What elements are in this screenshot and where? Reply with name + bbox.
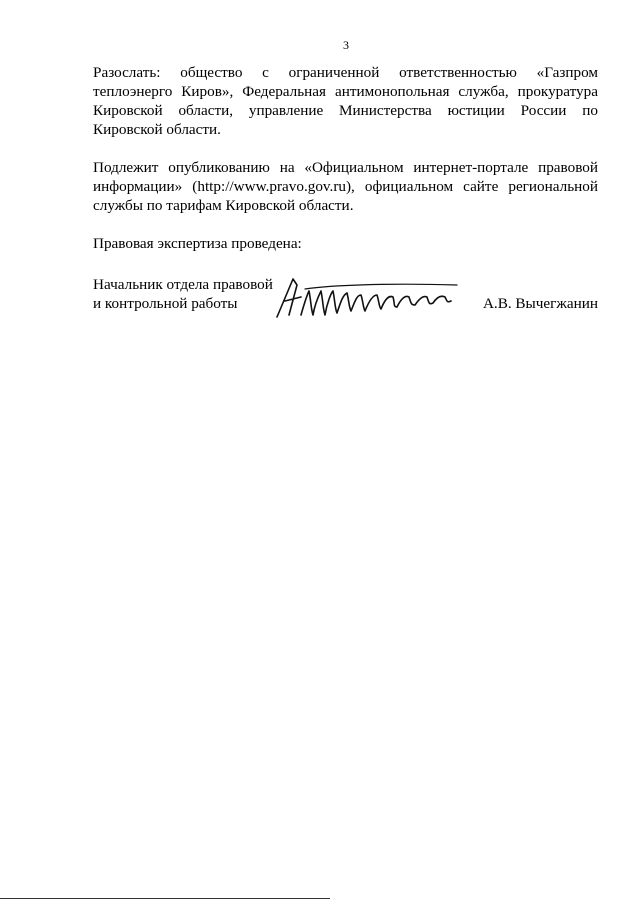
signatory-position-line: и контрольной работы (93, 295, 238, 312)
handwritten-signature (271, 271, 471, 323)
publication-note (93, 158, 598, 215)
publication-line: службы по тарифам Кировской области. (93, 197, 354, 214)
publication-line: Подлежит опубликованию на «Официальном интернет-портале правовой (93, 159, 598, 176)
signatory-position-line: Начальник отдела правовой (93, 276, 273, 293)
expertise-text: Правовая экспертиза проведена: (93, 235, 302, 252)
signature-block (93, 275, 598, 325)
distribution-line: теплоэнерго Киров», Федеральная антимонопольная служба, прокуратура (93, 83, 598, 100)
distribution-line: Кировской области. (93, 121, 221, 138)
signatory-name: А.В. Вычегжанин (482, 295, 598, 312)
legal-expertise-note (93, 234, 598, 253)
distribution-line: Кировской области, управление Министерства юстиции России по (93, 102, 598, 119)
footer-rule (0, 898, 330, 899)
publication-line: информации» (http://www.pravo.gov.ru), официальном сайте региональной (93, 178, 598, 195)
distribution-line: Разослать: общество с ограниченной ответственностью «Газпром (93, 64, 598, 81)
distribution-list (93, 63, 598, 139)
signatory-position (93, 275, 273, 313)
page-number: 3 (343, 38, 349, 52)
